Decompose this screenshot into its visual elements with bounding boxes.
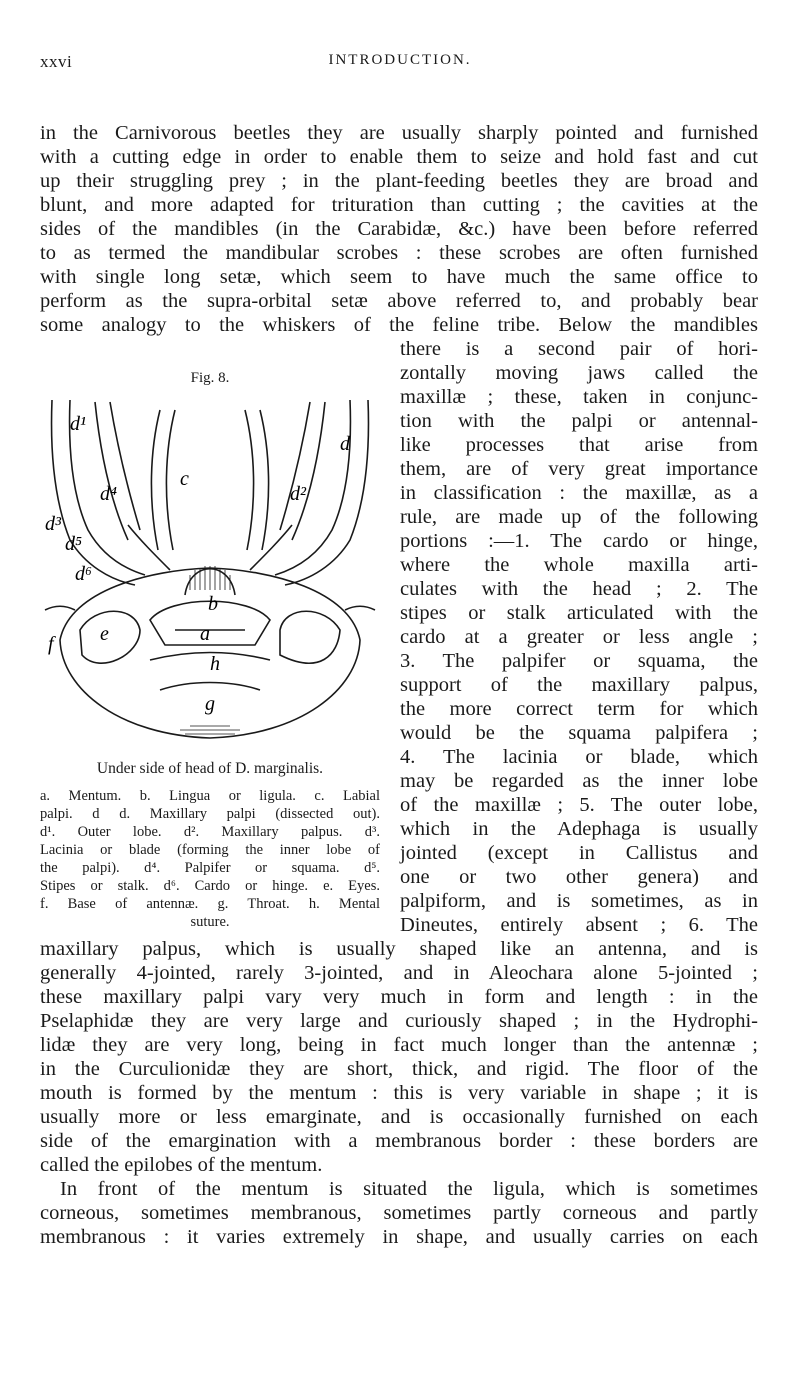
figure-8 — [40, 370, 380, 745]
label-d2: d² — [290, 483, 306, 505]
text-line: rule, are made up of the following — [400, 506, 758, 528]
text-line: palpiform, and is sometimes, as in — [400, 890, 758, 912]
text-line: in the Curculionidæ they are short, thick, and rigid. The floor of the — [40, 1058, 758, 1080]
caption-line: the palpi). d⁴. Palpifer or squama. d⁵. — [40, 860, 380, 876]
text-line: the more correct term for which — [400, 698, 758, 720]
text-line: sides of the mandibles (in the Carabidæ, &c.) have been before referred — [40, 218, 758, 240]
text-line: called the epilobes of the mentum. — [40, 1154, 323, 1176]
label-f: f — [48, 633, 54, 655]
page-header — [40, 52, 760, 76]
figure-title: Fig. 8. — [190, 370, 230, 386]
text-line: would be the squama palpifera ; — [400, 722, 758, 744]
label-d: d — [340, 433, 350, 455]
label-d1: d¹ — [70, 413, 86, 435]
text-line: with a cutting edge in order to enable them to seize and hold fast and cut — [40, 146, 758, 168]
figure-caption-title: Under side of head of D. marginalis. — [96, 760, 324, 777]
text-line: up their struggling prey ; in the plant-feeding beetles they are broad and — [40, 170, 758, 192]
label-h: h — [210, 653, 220, 675]
text-line: perform as the supra-orbital setæ above referred to, and probably bear — [40, 290, 758, 312]
label-d3: d³ — [45, 513, 61, 535]
text-line: may be regarded as the inner lobe — [400, 770, 758, 792]
text-line: support of the maxillary palpus, — [400, 674, 758, 696]
text-line: usually more or less emarginate, and is occasionally furnished on each — [40, 1106, 758, 1128]
text-line: membranous : it varies extremely in shape, and usually carries on each — [40, 1226, 758, 1248]
text-line: In front of the mentum is situated the ligula, which is sometimes — [60, 1178, 758, 1200]
text-line: 4. The lacinia or blade, which — [400, 746, 758, 768]
text-line: these maxillary palpi vary very much in form and length : in the — [40, 986, 758, 1008]
text-line: stipes or stalk articulated with the — [400, 602, 758, 624]
label-d6: d⁶ — [75, 563, 92, 585]
text-line: side of the emargination with a membranous border : these borders are — [40, 1130, 758, 1152]
page-number: xxvi — [40, 52, 73, 71]
text-line: maxillæ ; these, taken in conjunc- — [400, 386, 758, 408]
text-line: Pselaphidæ they are very large and curiously shaped ; in the Hydrophi- — [40, 1010, 758, 1032]
label-g: g — [205, 693, 215, 715]
label-b: b — [208, 593, 218, 615]
label-e: e — [100, 623, 109, 645]
text-line: in the Carnivorous beetles they are usually sharply pointed and furnished — [40, 122, 758, 144]
caption-line: Stipes or stalk. d⁶. Cardo or hinge. e. Eyes. — [40, 878, 380, 894]
caption-line: Lacinia or blade (forming the inner lobe of — [40, 842, 380, 858]
text-line: cardo at a greater or less angle ; — [400, 626, 758, 648]
text-line: in classification : the maxillæ, as a — [400, 482, 758, 504]
label-d5: d⁵ — [65, 533, 82, 555]
label-c: c — [180, 468, 189, 490]
text-line: zontally moving jaws called the — [400, 362, 758, 384]
text-line: like processes that arise from — [400, 434, 758, 456]
text-line: there is a second pair of hori- — [400, 338, 758, 360]
text-line: blunt, and more adapted for trituration than cutting ; the cavities at the — [40, 194, 758, 216]
text-line: maxillary palpus, which is usually shaped like an antenna, and is — [40, 938, 758, 960]
text-line: lidæ they are very long, being in fact much longer than the antennæ ; — [40, 1034, 758, 1056]
text-line: Dineutes, entirely absent ; 6. The — [400, 914, 758, 936]
label-a: a — [200, 623, 210, 645]
text-line: portions :—1. The cardo or hinge, — [400, 530, 758, 552]
caption-line: f. Base of antennæ. g. Throat. h. Mental — [40, 896, 380, 912]
text-line: one or two other genera) and — [400, 866, 758, 888]
text-line: to as termed the mandibular scrobes : these scrobes are often furnished — [40, 242, 758, 264]
caption-line: d¹. Outer lobe. d². Maxillary palpus. d³. — [40, 824, 380, 840]
text-line: of the maxillæ ; 5. The outer lobe, — [400, 794, 758, 816]
text-line: corneous, sometimes membranous, sometimes partly corneous and partly — [40, 1202, 758, 1224]
text-line: generally 4-jointed, rarely 3-jointed, and in Aleochara alone 5-jointed ; — [40, 962, 758, 984]
text-line: mouth is formed by the mentum : this is very variable in shape ; it is — [40, 1082, 758, 1104]
caption-line: a. Mentum. b. Lingua or ligula. c. Labial — [40, 788, 380, 804]
text-line: with single long setæ, which seem to have much the same office to — [40, 266, 758, 288]
running-title: INTRODUCTION. — [328, 52, 472, 68]
label-d4: d⁴ — [100, 483, 117, 505]
head-underside-drawing — [40, 390, 380, 745]
text-line: which in the Adephaga is usually — [400, 818, 758, 840]
caption-line: palpi. d d. Maxillary palpi (dissected out). — [40, 806, 380, 822]
text-line: 3. The palpifer or squama, the — [400, 650, 758, 672]
text-line: culates with the head ; 2. The — [400, 578, 758, 600]
text-line: some analogy to the whiskers of the feline tribe. Below the mandibles — [40, 314, 758, 336]
caption-line: suture. — [190, 914, 230, 930]
text-line: jointed (except in Callistus and — [400, 842, 758, 864]
text-line: them, are of very great importance — [400, 458, 758, 480]
text-line: tion with the palpi or antennal- — [400, 410, 758, 432]
text-line: where the whole maxilla arti- — [400, 554, 758, 576]
